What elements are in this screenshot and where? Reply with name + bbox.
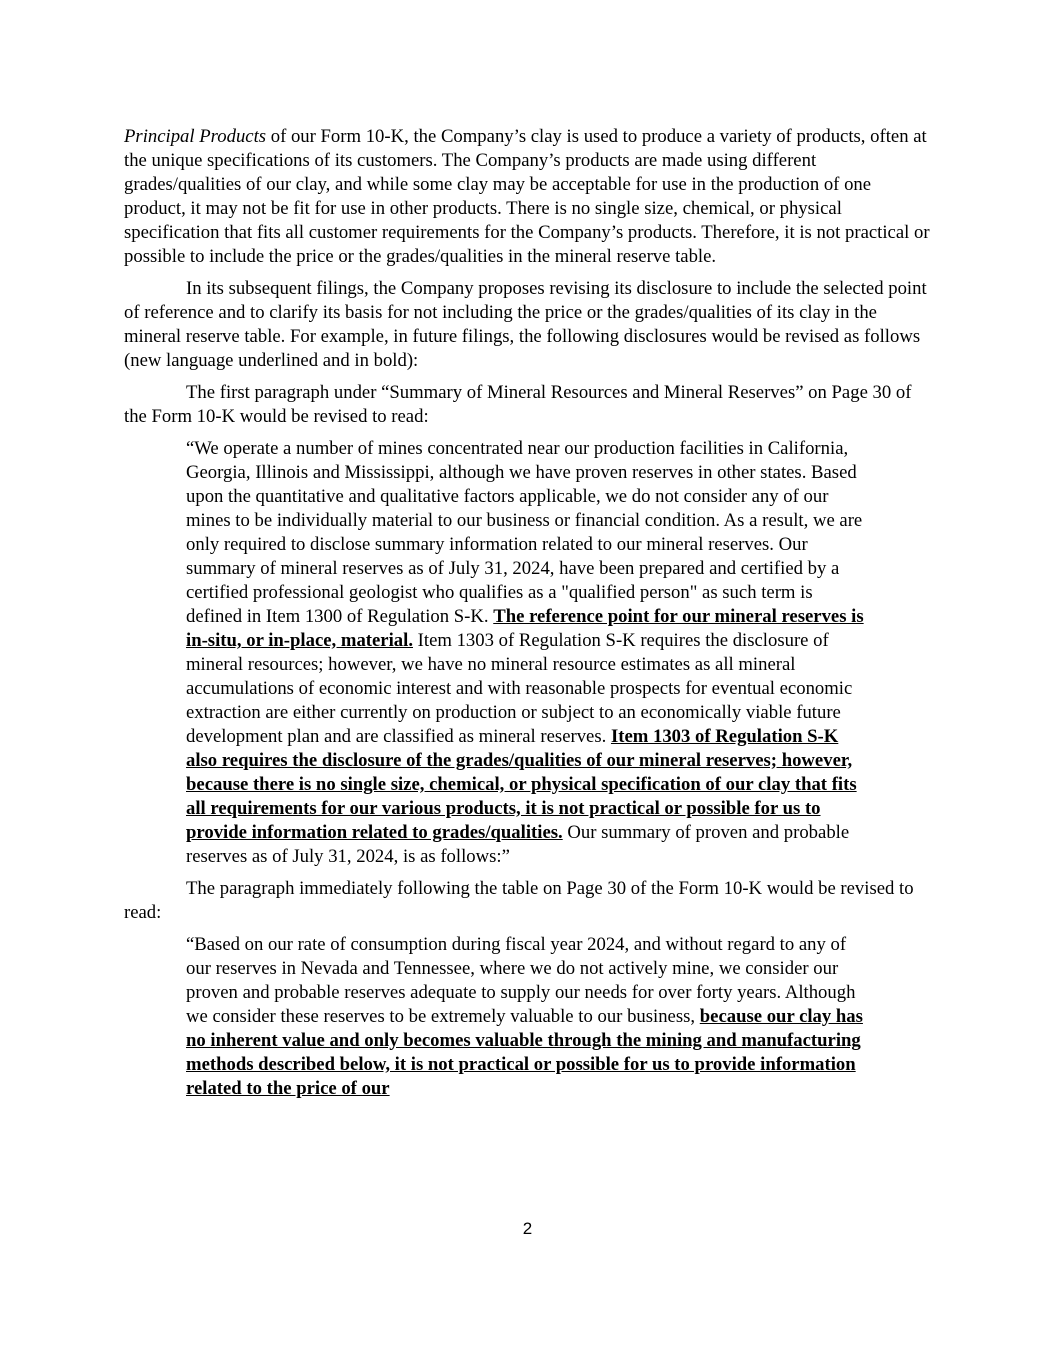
quote2-new-language-1: because our clay has no inherent value and only becomes valuable through the mining and manufacturing methods described below, it is not practical or possible for us to provide information related to the price of our (186, 1006, 863, 1099)
quote1-text-3: Our summary of proven and probable reserves as of July 31, 2024, is as follows:” (186, 822, 850, 867)
quote1-new-language-2: Item 1303 of Regulation S-K also requires the disclosure of the grades/qualities of our mineral reserves; however, because there is no single size, chemical, or physical specification of our clay that fits all requirements for our various products, it is not practical or possible for us to provide information related to grades/qualities. (186, 726, 857, 843)
quote2-text-1: “Based on our rate of consumption during fiscal year 2024, and without regard to any of our reserves in Nevada and Tennessee, where we do not actively mine, we consider our proven and probable reserves adequate to supply our needs for over forty years. Although we consider these reserves to be extremely valuable to our business, (186, 934, 856, 1027)
revised-following-paragraph-quote (186, 933, 866, 1101)
intro-text: of our Form 10-K, the Company’s clay is used to produce a variety of products, often at the unique specifications of its customers. The Company’s products are made using different grades/qualities of our clay, and while some clay may be acceptable for use in the production of one product, it may not be fit for use in other products. There is no single size, chemical, or physical specification that fits all customer requirements for the Company’s products. Therefore, it is not practical or possible to include the price or the grades/qualities in the mineral reserve table. (124, 126, 930, 267)
quote1-new-language-1: The reference point for our mineral reserves is in-situ, or in-place, material. (186, 606, 864, 651)
quote1-text-1: “We operate a number of mines concentrated near our production facilities in California, Georgia, Illinois and Mississippi, although we have proven reserves in other states. Based upon the quantitative and qualitative factors applicable, we do not consider any of our mines to be individually material to our business or financial condition. As a result, we are only required to disclose summary information related to our mineral reserves. Our summary of mineral reserves as of July 31, 2024, have been prepared and certified by a certified professional geologist who qualifies as a "qualified person" as such term is defined in Item 1300 of Regulation S-K. (186, 438, 863, 627)
quote1-text-2: Item 1303 of Regulation S-K requires the disclosure of mineral resources; however, we have no mineral resource estimates as all mineral accumulations of economic interest and with reasonable prospects for eventual economic extraction are either currently on production or subject to an economically viable future development plan and are classified as mineral reserves. (186, 630, 853, 747)
page-number: 2 (522, 1219, 533, 1238)
revised-summary-quote (186, 437, 866, 869)
intro-italic-term: Principal Products (124, 126, 267, 147)
intro-paragraph (124, 125, 930, 269)
second-revision-intro-paragraph: The paragraph immediately following the table on Page 30 of the Form 10-K would be revised to read: (124, 878, 914, 923)
revision-proposal-paragraph: In its subsequent filings, the Company proposes revising its disclosure to include the selected point of reference and to clarify its basis for not including the price or the grades/qualities of its clay in the mineral reserve table. For example, in future filings, the following disclosures would be revised as follows (new language underlined and in bold): (124, 278, 927, 371)
document-body (124, 125, 930, 1109)
first-revision-intro-paragraph: The first paragraph under “Summary of Mineral Resources and Mineral Reserves” on Page 30 of the Form 10-K would be revised to read: (124, 382, 912, 427)
